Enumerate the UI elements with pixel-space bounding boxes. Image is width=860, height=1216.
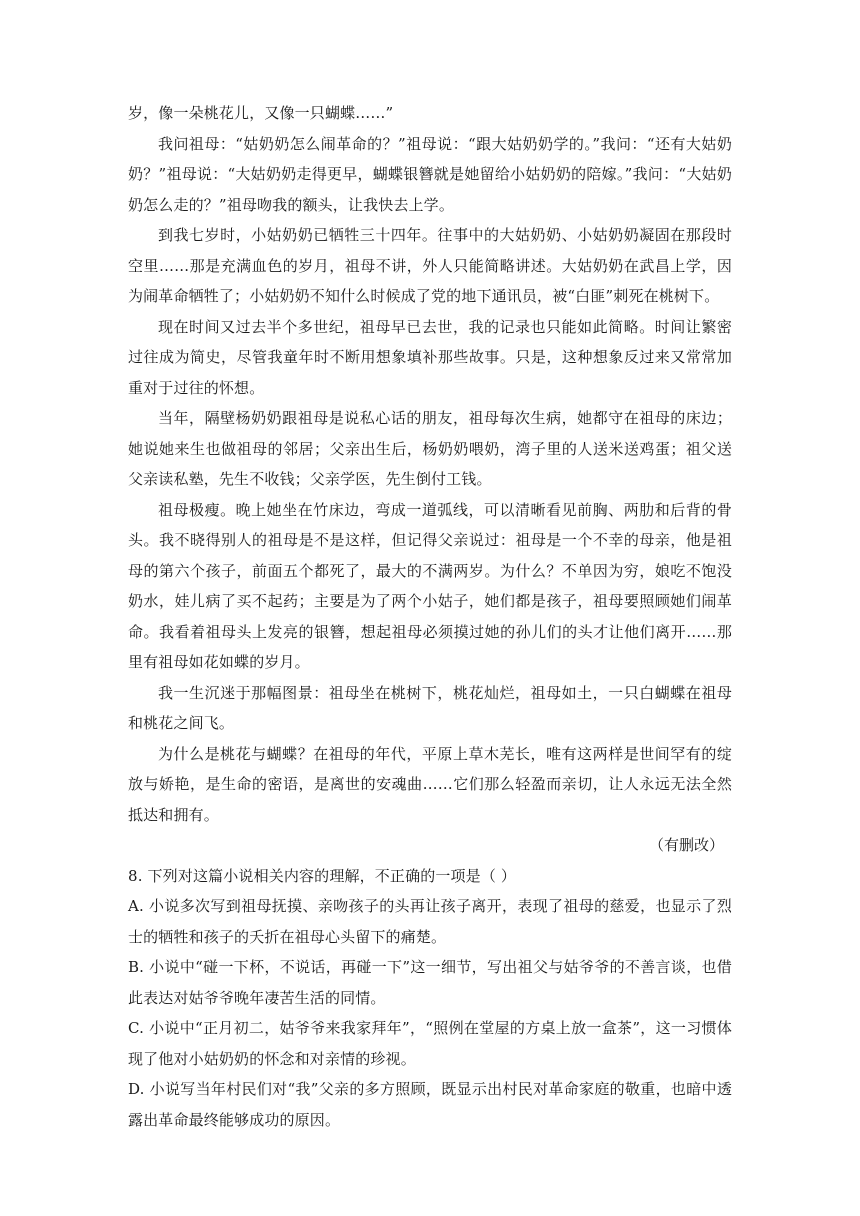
- question-block: [128, 861, 732, 1136]
- option-a: A. 小说多次写到祖母抚摸、亲吻孩子的头再让孩子离开，表现了祖母的慈爱，也显示了烈士的牺牲和孩子的夭折在祖母心头留下的痛楚。: [128, 897, 732, 946]
- story-paragraph: 到我七岁时，小姑奶奶已牺牲三十四年。往事中的大姑奶奶、小姑奶奶凝固在那段时空里……那是充满血色的岁月，祖母不讲，外人只能简略讲述。大姑奶奶在武昌上学，因为闹革命牺牲了；小姑奶奶不知什么时候成了党的地下通讯员，被“白匪”刺死在桃树下。: [128, 226, 732, 305]
- story-paragraph: 为什么是桃花与蝴蝶？在祖母的年代，平原上草木芜长，唯有这两样是世间罕有的绽放与娇艳，是生命的密语，是离世的安魂曲……它们那么轻盈而亲切，让人永远无法全然抵达和拥有。: [128, 744, 732, 824]
- document-page: [128, 98, 732, 1135]
- source-note: （有删改）: [648, 836, 724, 854]
- option-d: D. 小说写当年村民们对“我”父亲的多方照顾，既显示出村民对革命家庭的敬重，也暗中透露出革命最终能够成功的原因。: [128, 1080, 732, 1129]
- question-stem: 8. 下列对这篇小说相关内容的理解，不正确的一项是（ ）: [128, 866, 517, 885]
- story-paragraph: 岁，像一朵桃花儿，又像一只蝴蝶……”: [128, 104, 394, 122]
- story-paragraph: 当年，隔壁杨奶奶跟祖母是说私心话的朋友，祖母每次生病，她都守在祖母的床边；她说她来生也做祖母的邻居；父亲出生后，杨奶奶喂奶，湾子里的人送米送鸡蛋；祖父送父亲读私塾，先生不收钱；父亲学医，先生倒付工钱。: [128, 409, 732, 488]
- story-paragraph: 我问祖母：“姑奶奶怎么闹革命的？”祖母说：“跟大姑奶奶学的。”我问：“还有大姑奶奶？”祖母说：“大姑奶奶走得更早，蝴蝶银簪就是她留给小姑奶奶的陪嫁。”我问：“大姑奶奶怎么走的？”祖母吻我的额头，让我快去上学。: [128, 134, 732, 214]
- story-paragraph: 我一生沉迷于那幅图景：祖母坐在桃树下，桃花灿烂，祖母如土，一只白蝴蝶在祖母和桃花之间飞。: [128, 683, 732, 732]
- story-paragraph: 现在时间又过去半个多世纪，祖母早已去世，我的记录也只能如此简略。时间让繁密过往成为简史，尽管我童年时不断用想象填补那些故事。只是，这种想象反过来又常常加重对于过往的怀想。: [128, 317, 732, 397]
- option-c: C. 小说中“正月初二，姑爷爷来我家拜年”，“照例在堂屋的方桌上放一盒茶”，这一习惯体现了他对小姑奶奶的怀念和对亲情的珍视。: [128, 1019, 732, 1068]
- option-b: B. 小说中“碰一下杯，不说话，再碰一下”这一细节，写出祖父与姑爷爷的不善言谈，也借此表达对姑爷爷晚年凄苦生活的同情。: [128, 958, 732, 1007]
- story-paragraph: 祖母极瘦。晚上她坐在竹床边，弯成一道弧线，可以清晰看见前胸、两肋和后背的骨头。我不晓得别人的祖母是不是这样，但记得父亲说过：祖母是一个不幸的母亲，他是祖母的第六个孩子，前面五个都死了，最大的不满两岁。为什么？不单因为穷，娘吃不饱没奶水，娃儿病了买不起药；主要是为了两个小姑子，她们都是孩子，祖母要照顾她们闹革命。我看着祖母头上发亮的银簪，想起祖母必须摸过她的孙儿们的头才让他们离开……那里有祖母如花如蝶的岁月。: [128, 500, 732, 671]
- story-body: [128, 98, 732, 861]
